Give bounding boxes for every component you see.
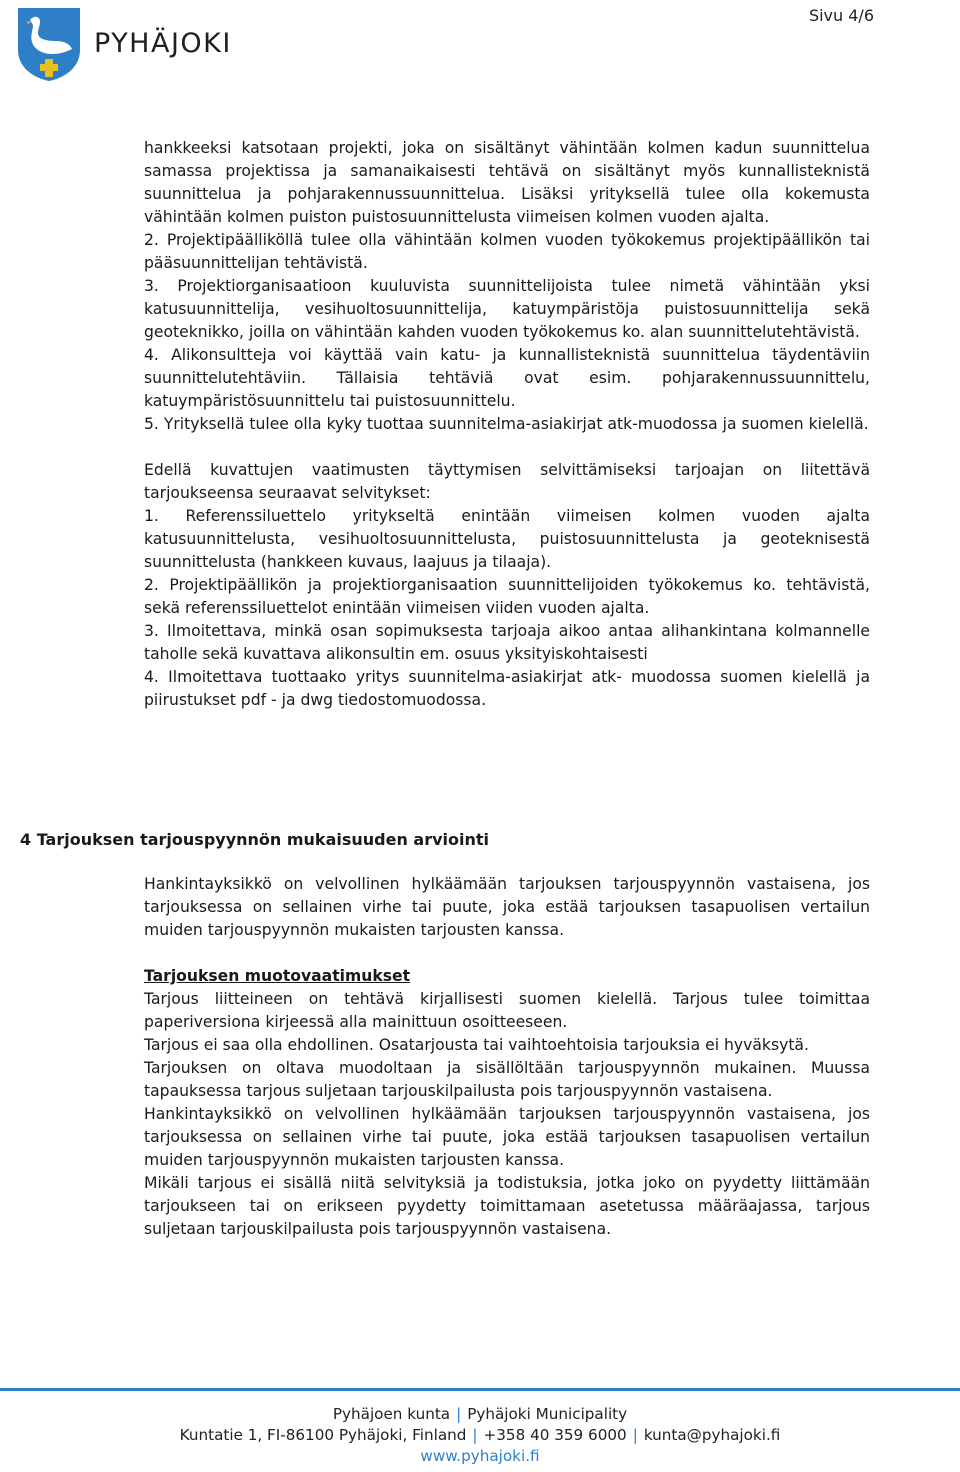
footer-web-line (0, 1446, 960, 1467)
phone: +358 40 359 6000 (483, 1426, 627, 1444)
email-link[interactable]: kunta@pyhajoki.fi (643, 1426, 781, 1444)
section-heading: 4 Tarjouksen tarjouspyynnön mukaisuuden arviointi (20, 830, 490, 849)
page-header (0, 0, 960, 90)
list-item: 4. Ilmoitettava tuottaako yritys suunnitelma-asiakirjat atk- muodossa suomen kielellä ja piirustukset pdf - ja dwg tiedostomuodossa. (144, 668, 870, 709)
org-name-en: Pyhäjoki Municipality (467, 1405, 628, 1423)
paragraph: Tarjous ei saa olla ehdollinen. Osatarjousta tai vaihtoehtoisia tarjouksia ei hyväksytä. (144, 1036, 809, 1054)
address: Kuntatie 1, FI-86100 Pyhäjoki, Finland (179, 1426, 467, 1444)
org-name-fi: Pyhäjoen kunta (332, 1405, 451, 1423)
page-footer (0, 1404, 960, 1467)
list-item: 1. Referenssiluettelo yritykseltä enintään viimeisen kolmen vuoden ajalta katusuunnittelusta, vesihuoltosuunnittelusta, puistosuunnittelusta ja geoteknisestä suunnittelusta (hankkeen kuvaus, laajuus ja tilaaja). (144, 507, 870, 571)
list-item: 5. Yrityksellä tulee olla kyky tuottaa suunnitelma-asiakirjat atk-muodossa ja suomen kielellä. (144, 415, 869, 433)
requirements-section (144, 137, 870, 712)
paragraph: Edellä kuvattujen vaatimusten täyttymisen selvittämiseksi tarjoajan on liitettävä tarjoukseensa seuraavat selvitykset: (144, 461, 870, 502)
footer-divider (0, 1388, 960, 1391)
paragraph: Tarjouksen on oltava muodoltaan ja sisällöltään tarjouspyynnön mukainen. Muussa tapauksessa tarjous suljetaan tarjouskilpailusta pois tarjouspyynnön vastaisena. (144, 1059, 870, 1100)
municipality-crest-icon (16, 6, 82, 82)
footer-org-line (0, 1404, 960, 1425)
list-item: 2. Projektipäälliköllä tulee olla vähintään kolmen vuoden työkokemus projektipäällikön tai pääsuunnittelijan tehtävistä. (144, 231, 870, 272)
website-link[interactable]: www.pyhajoki.fi (420, 1447, 540, 1465)
paragraph: Hankintayksikkö on velvollinen hylkäämään tarjouksen tarjouspyynnön vastaisena, jos tarjouksessa on sellainen virhe tai puute, joka estää tarjouksen tasapuolisen vertailun muiden tarjouspyynnön mukaisten tarjousten kanssa. (144, 1105, 870, 1169)
list-item: 3. Ilmoitettava, minkä osan sopimuksesta tarjoaja aikoo antaa alihankintana kolmannelle taholle sekä kuvattava alikonsultin em. osuus yksityiskohtaisesti (144, 622, 870, 663)
list-item: 2. Projektipäällikön ja projektiorganisaation suunnittelijoiden työkokemus ko. tehtävistä, sekä referenssiluettelot enintään viimeisen viiden vuoden ajalta. (144, 576, 870, 617)
paragraph: Hankintayksikkö on velvollinen hylkäämään tarjouksen tarjouspyynnön vastaisena, jos tarjouksessa on sellainen virhe tai puute, joka estää tarjouksen tasapuolisen vertailun muiden tarjouspyynnön mukaisten tarjousten kanssa. (144, 875, 870, 939)
paragraph: hankkeeksi katsotaan projekti, joka on sisältänyt vähintään kolmen kadun suunnittelua samassa projektissa ja samanaikaisesti tehtävä on sisältänyt myös kunnallisteknistä suunnittelua ja pohjarakennussuunnittelua. Lisäksi yrityksellä tulee olla kokemusta vähintään kolmen puiston puistosuunnittelusta viimeisen kolmen vuoden ajalta. (144, 139, 870, 226)
page-number: Sivu 4/6 (808, 6, 874, 25)
brand-name: PYHÄJOKI (94, 28, 232, 59)
list-item: 4. Alikonsultteja voi käyttää vain katu- ja kunnallisteknistä suunnittelua täydentäviin suunnittelutehtäviin. Tällaisia tehtäviä ovat esim. pohjarakennussuunnittelu, katuympäristösuunnittelu tai puistosuunnittelu. (144, 346, 870, 410)
separator: | (456, 1405, 462, 1423)
list-item: 3. Projektiorganisaatioon kuuluvista suunnittelijoista tulee nimetä vähintään yksi katusuunnittelija, vesihuoltosuunnittelija, katuympäristöja puistosuunnittelija sekä geoteknikko, joilla on vähintään kahden vuoden työkokemus ko. alan suunnittelutehtävistä. (144, 277, 870, 341)
separator: | (472, 1426, 478, 1444)
footer-contact-line (0, 1425, 960, 1446)
paragraph: Mikäli tarjous ei sisällä niitä selvityksiä ja todistuksia, jotka joko on pyydetty liittämään tarjoukseen tai on erikseen pyydetty toimittamaan asetetussa määräajassa, tarjous suljetaan tarjouskilpailusta pois tarjouspyynnön vastaisena. (144, 1174, 870, 1238)
separator: | (632, 1426, 638, 1444)
subheading: Tarjouksen muotovaatimukset (144, 967, 411, 985)
evaluation-section (144, 873, 870, 1241)
paragraph: Tarjous liitteineen on tehtävä kirjallisesti suomen kielellä. Tarjous tulee toimittaa paperiversiona kirjeessä alla mainittuun osoitteeseen. (144, 990, 870, 1031)
